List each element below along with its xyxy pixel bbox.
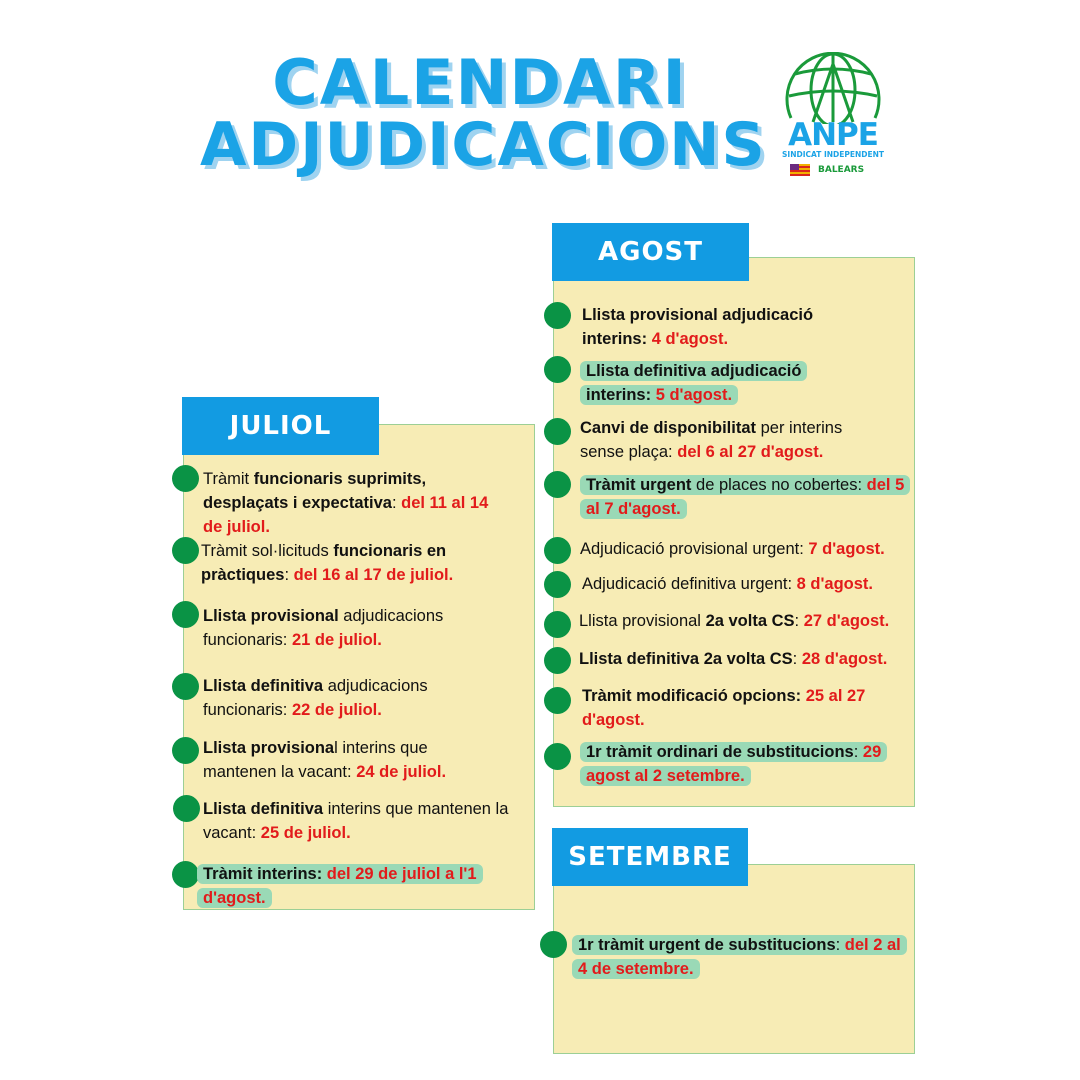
bullet-icon — [172, 537, 199, 564]
list-item: Adjudicació definitiva urgent: 8 d'agost. — [582, 575, 873, 593]
list-item: Llista provisional adjudicacions funcionaris: 21 de juliol. — [203, 607, 444, 649]
bullet-icon — [544, 418, 571, 445]
logo-name: ANPE — [788, 117, 878, 153]
list-item-highlighted: Llista definitiva adjudicació interins: 5 d'agost. — [580, 359, 850, 407]
month-tab-juliol: JULIOL — [182, 397, 379, 455]
logo-region-label: BALEARS — [818, 165, 865, 175]
list-item: Llista provisional interins que mantenen la vacant: 24 de juliol. — [203, 739, 447, 781]
list-item: Tràmit modificació opcions: 25 al 27 d'agost. — [582, 687, 866, 729]
bullet-icon — [172, 737, 199, 764]
page-title-line2: ADJUDICACIONS — [200, 110, 767, 180]
bullet-icon — [544, 302, 571, 329]
bullet-icon — [544, 687, 571, 714]
globe-icon — [783, 52, 883, 124]
bullet-icon — [173, 795, 200, 822]
list-item: Tràmit sol·licituds funcionaris en pràctiques: del 16 al 17 de juliol. — [201, 542, 454, 584]
bullet-icon — [544, 743, 571, 770]
month-tab-agost: AGOST — [552, 223, 749, 281]
list-item: Llista provisional adjudicació interins: 4 d'agost. — [582, 306, 814, 348]
page-title-line1: CALENDARI — [272, 46, 688, 119]
list-item-highlighted: 1r tràmit urgent de substitucions: del 2 al 4 de setembre. — [572, 933, 912, 981]
logo-subtitle: SINDICAT INDEPENDENT — [782, 150, 884, 159]
bullet-icon — [544, 647, 571, 674]
list-item-highlighted: 1r tràmit ordinari de substitucions: 29 agost al 2 setembre. — [580, 740, 910, 788]
bullet-icon — [544, 537, 571, 564]
list-item-highlighted: Tràmit urgent de places no cobertes: del 5 al 7 d'agost. — [580, 473, 910, 521]
month-tab-setembre: SETEMBRE — [552, 828, 748, 886]
balearic-flag-icon — [790, 164, 810, 176]
list-item: Llista provisional 2a volta CS: 27 d'agost. — [579, 612, 890, 630]
list-item: Llista definitiva 2a volta CS: 28 d'agost. — [579, 650, 888, 668]
logo-region — [790, 164, 864, 176]
list-item: Llista definitiva adjudicacions funcionaris: 22 de juliol. — [203, 677, 428, 719]
list-item: Tràmit funcionaris suprimits, desplaçats i expectativa: del 11 al 14 de juliol. — [203, 470, 489, 536]
anpe-logo — [775, 52, 891, 182]
list-item: Llista definitiva interins que mantenen la vacant: 25 de juliol. — [203, 800, 509, 842]
bullet-icon — [544, 471, 571, 498]
bullet-icon — [544, 611, 571, 638]
bullet-icon — [544, 356, 571, 383]
list-item-highlighted: Tràmit interins: del 29 de juliol a l'1 d'agost. — [197, 862, 517, 910]
bullet-icon — [540, 931, 567, 958]
bullet-icon — [172, 673, 199, 700]
bullet-icon — [172, 465, 199, 492]
list-item: Adjudicació provisional urgent: 7 d'agost. — [580, 540, 885, 558]
bullet-icon — [172, 861, 199, 888]
bullet-icon — [172, 601, 199, 628]
bullet-icon — [544, 571, 571, 598]
list-item: Canvi de disponibilitat per interins sense plaça: del 6 al 27 d'agost. — [580, 419, 843, 461]
